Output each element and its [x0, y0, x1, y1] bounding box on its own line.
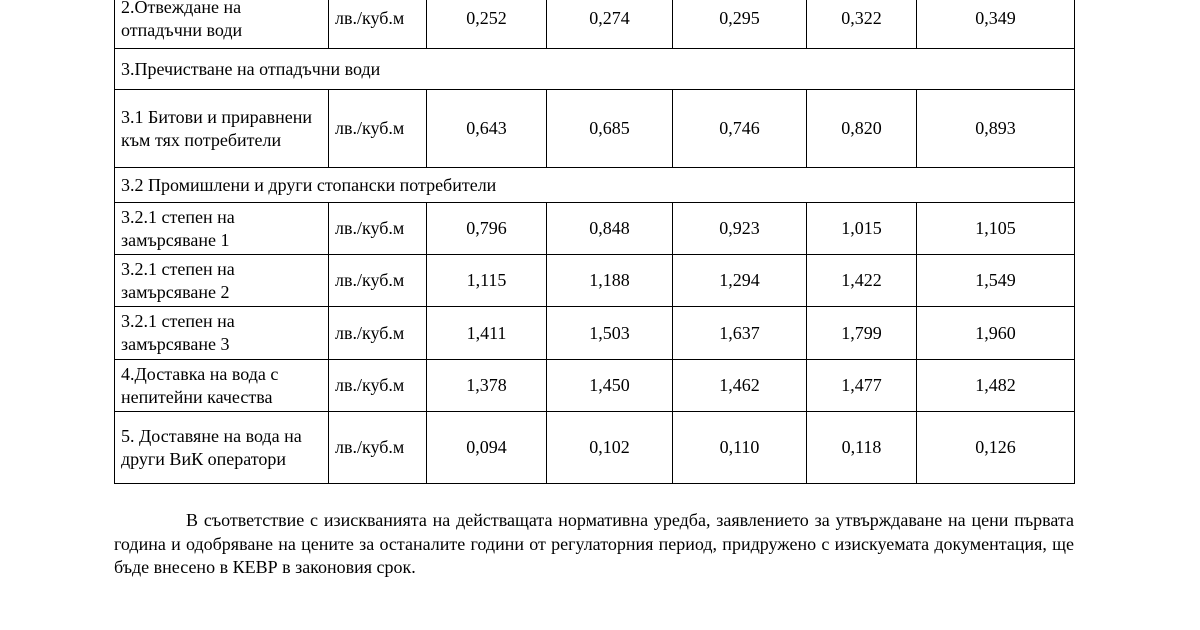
- row-value: 1,549: [917, 255, 1075, 307]
- row-value: 1,477: [807, 360, 917, 412]
- row-value: 0,295: [673, 0, 807, 49]
- row-value: 0,110: [673, 412, 807, 484]
- table-row: [115, 360, 1075, 412]
- row-name: 3.2.1 степен на замърсяване 1: [115, 203, 329, 255]
- row-value: 0,820: [807, 90, 917, 168]
- row-name: 4.Доставка на вода с непитейни качества: [115, 360, 329, 412]
- row-value: 0,923: [673, 203, 807, 255]
- table-row: [115, 255, 1075, 307]
- row-value: 0,274: [547, 0, 673, 49]
- row-value: 0,349: [917, 0, 1075, 49]
- row-value: 0,126: [917, 412, 1075, 484]
- table-row: [115, 307, 1075, 360]
- row-value: 0,094: [427, 412, 547, 484]
- row-unit: лв./куб.м: [329, 360, 427, 412]
- row-name: 3.2.1 степен на замърсяване 2: [115, 255, 329, 307]
- row-value: 0,796: [427, 203, 547, 255]
- table-section-row: [115, 49, 1075, 90]
- row-name: 3.2.1 степен на замърсяване 3: [115, 307, 329, 360]
- row-unit: лв./куб.м: [329, 412, 427, 484]
- row-unit: лв./куб.м: [329, 90, 427, 168]
- row-value: 1,637: [673, 307, 807, 360]
- row-value: 1,015: [807, 203, 917, 255]
- body-paragraph: В съответствие с изискванията на действащата нормативна уредба, заявлението за утвърждаване на цени първата година и одобряване на цените за останалите години от регулаторния период, придружено с изискуемата документация, ще бъде внесено в КЕВР в законовия срок.: [114, 510, 1074, 577]
- row-value: 1,422: [807, 255, 917, 307]
- row-unit: лв./куб.м: [329, 203, 427, 255]
- row-value: 1,503: [547, 307, 673, 360]
- table-section-row: [115, 168, 1075, 203]
- row-value: 1,462: [673, 360, 807, 412]
- row-value: 0,848: [547, 203, 673, 255]
- row-value: 1,799: [807, 307, 917, 360]
- row-value: 1,960: [917, 307, 1075, 360]
- row-value: 1,411: [427, 307, 547, 360]
- row-name: 3.1 Битови и приравнени към тях потребители: [115, 90, 329, 168]
- row-value: 0,643: [427, 90, 547, 168]
- row-name: 2.Отвеждане на отпадъчни води: [115, 0, 329, 49]
- row-value: 0,118: [807, 412, 917, 484]
- table-row: [115, 0, 1075, 49]
- row-unit: лв./куб.м: [329, 255, 427, 307]
- row-value: 0,746: [673, 90, 807, 168]
- row-value: 1,450: [547, 360, 673, 412]
- row-value: 1,188: [547, 255, 673, 307]
- row-value: 0,102: [547, 412, 673, 484]
- row-value: 1,378: [427, 360, 547, 412]
- row-unit: лв./куб.м: [329, 307, 427, 360]
- row-value: 0,252: [427, 0, 547, 49]
- row-value: 0,685: [547, 90, 673, 168]
- row-value: 0,322: [807, 0, 917, 49]
- row-unit: лв./куб.м: [329, 0, 427, 49]
- row-name: 5. Доставяне на вода на други ВиК оператори: [115, 412, 329, 484]
- table-row: [115, 90, 1075, 168]
- row-value: 1,482: [917, 360, 1075, 412]
- table-row: [115, 203, 1075, 255]
- tariff-table-body: [115, 0, 1075, 484]
- table-row: [115, 412, 1075, 484]
- row-value: 1,115: [427, 255, 547, 307]
- row-value: 1,105: [917, 203, 1075, 255]
- section-title: 3.Пречистване на отпадъчни води: [115, 49, 1075, 90]
- tariff-table: [114, 0, 1075, 484]
- row-value: 0,893: [917, 90, 1075, 168]
- section-title: 3.2 Промишлени и други стопански потребители: [115, 168, 1075, 203]
- row-value: 1,294: [673, 255, 807, 307]
